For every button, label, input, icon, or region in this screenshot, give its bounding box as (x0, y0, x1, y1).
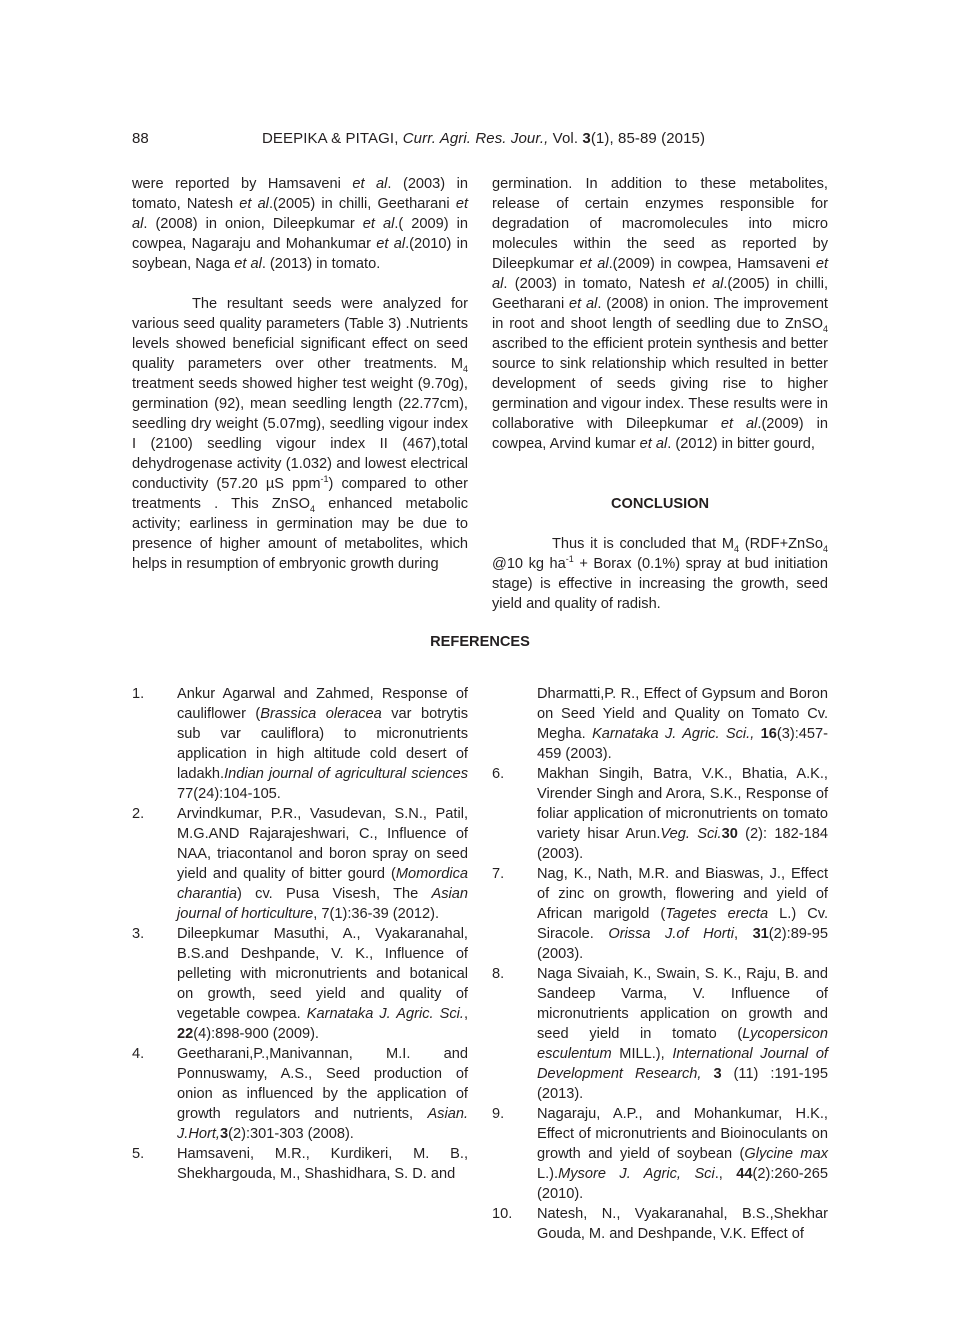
reference-item: 5. Hamsaveni, M.R., Kurdikeri, M. B., Shekhargouda, M., Shashidhara, S. D. and (132, 1146, 468, 1182)
running-head: DEEPIKA & PITAGI, Curr. Agri. Res. Jour., Vol. 3(1), 85-89 (2015) (262, 130, 706, 147)
reference-item: 6. Makhan Singih, Batra, V.K., Bhatia, A.K., Virender Singh and Arora, S.K., Response of foliar application of micronutrients on tomato variety hisar Arun.Veg. Sci.30 (2): 182-184 (2003). (492, 766, 828, 862)
paragraph: The resultant seeds were analyzed for various seed quality parameters (Table 3) .Nutrients levels showed beneficial significant effect on seed quality parameters over other treatments. $M_4$ treatment seeds showed higher test weight (9.70g), germination (92), mean seedling length (22.77cm), seedling dry weight (5.07mg), seedling vigour index I (2100) seedling vigour index II (467),total dehydrogenase activity (1.032) and lowest electrical conductivity (57.20 µS ppm$^{-1}$) compared to other treatments . This ZnSO$_4$ enhanced metabolic activity; earliness in germination may be due to presence of higher amount of metabolites, which helps in resumption of embryonic growth during (132, 296, 469, 572)
references-left (132, 684, 468, 1184)
reference-item: 1. Ankur Agarwal and Zahmed, Response of cauliflower (Brassica oleracea var botrytis sub var cauliflora) to micronutrients application in high altitude cold desert of ladakh.Indian journal of agricultural sciences 77(24):104-105. (132, 686, 469, 802)
running-head-volume: 3 (582, 130, 591, 147)
reference-item: 2. Arvindkumar, P.R., Vasudevan, S.N., Patil, M.G.AND Rajarajeshwari, C., Influence of NAA, triacontanol and boron spray on seed yield and quality of bitter gourd (Momordica charantia) cv. Pusa Visesh, The Asian journal of horticulture, 7(1):36-39 (2012). (132, 806, 468, 922)
reference-item: 9. Nagaraju, A.P., and Mohankumar, H.K., Effect of micronutrients and Bioinoculants on growth and yield of soybean (Glycine max L.).Mysore J. Agric, Sci., 44(2):260-265 (2010). (492, 1106, 828, 1202)
references-heading: REFERENCES (430, 634, 530, 650)
reference-item: 10. Natesh, N., Vyakaranahal, B.S.,Shekhar Gouda, M. and Deshpande, V.K. Effect of (492, 1206, 828, 1242)
reference-item: 7. Nag, K., Nath, M.R. and Biaswas, J., Effect of zinc on growth, flowering and yield of African marigold (Tagetes erecta L.) Cv. Siracole. Orissa J.of Horti, 31(2):89-95 (2003). (492, 866, 829, 962)
reference-item: 4. Geetharani,P.,Manivannan, M.I. and Ponnuswamy, A.S., Seed production of onion as influenced by the application of growth regulators and nutrients, Asian. J.Hort,3(2):301-303 (2008). (132, 1046, 468, 1142)
paragraph: were reported by Hamsaveni et al. (2003) in tomato, Natesh et al.(2005) in chilli, Geetharani et al. (2008) in onion, Dileepkumar et al.( 2009) in cowpea, Nagaraju and Mohankumar et al.(2010) in soybean, Naga et al. (2013) in tomato. (132, 176, 468, 272)
references-right (492, 684, 828, 1244)
page-number: 88 (132, 130, 149, 147)
left-column (132, 174, 468, 574)
running-head-authors: DEEPIKA & PITAGI, (262, 130, 403, 147)
reference-item: 8. Naga Sivaiah, K., Swain, S. K., Raju, B. and Sandeep Varma, V. Influence of micronutrients application on growth and seed yield in tomato (Lycopersicon esculentum MILL.), International Journal of Development Research, 3 (11) :191-195 (2013). (492, 966, 828, 1102)
reference-item: 3. Dileepkumar Masuthi, A., Vyakaranahal, B.S.and Deshpande, V. K., Influence of pelleting with micronutrients and botanical on growth, seed yield and quality of vegetable cowpea. Karnataka J. Agric. Sci., 22(4):898-900 (2009). (132, 926, 468, 1042)
reference-continuation: Dharmatti,P. R., Effect of Gypsum and Boron on Seed Yield and Quality on Tomato Cv. Megha. Karnataka J. Agric. Sci., 16(3):457-459 (2003). (537, 686, 829, 762)
conclusion-heading: CONCLUSION (610, 496, 710, 512)
running-head-journal: Curr. Agri. Res. Jour., (402, 130, 549, 147)
paragraph: germination. In addition to these metabolites, release of certain enzymes responsible for degradation of macromolecules into micro molecules within the seed as reported by Dileepkumar et al.(2009) in cowpea, Hamsaveni et al. (2003) in tomato, Natesh et al.(2005) in chilli, Geetharani et al. (2008) in onion. The improvement in root and shoot length of seedling due to ZnSO$_4$ ascribed to the efficient protein synthesis and better source to sink relationship which resulted in better development of seeds giving rise to higher germination and vigour index. These results were in collaborative with Dileepkumar et al.(2009) in cowpea, Arvind kumar et al. (2012) in bitter gourd, (492, 176, 829, 452)
conclusion-paragraph: Thus it is concluded that $M_4$ (RDF+ZnSo$_4$ @10 kg $ha^{-1}$ + Borax (0.1%) spray at bud initiation stage) is effective in increasing the growth, seed yield and quality of radish. (492, 536, 829, 612)
right-column (492, 174, 828, 614)
